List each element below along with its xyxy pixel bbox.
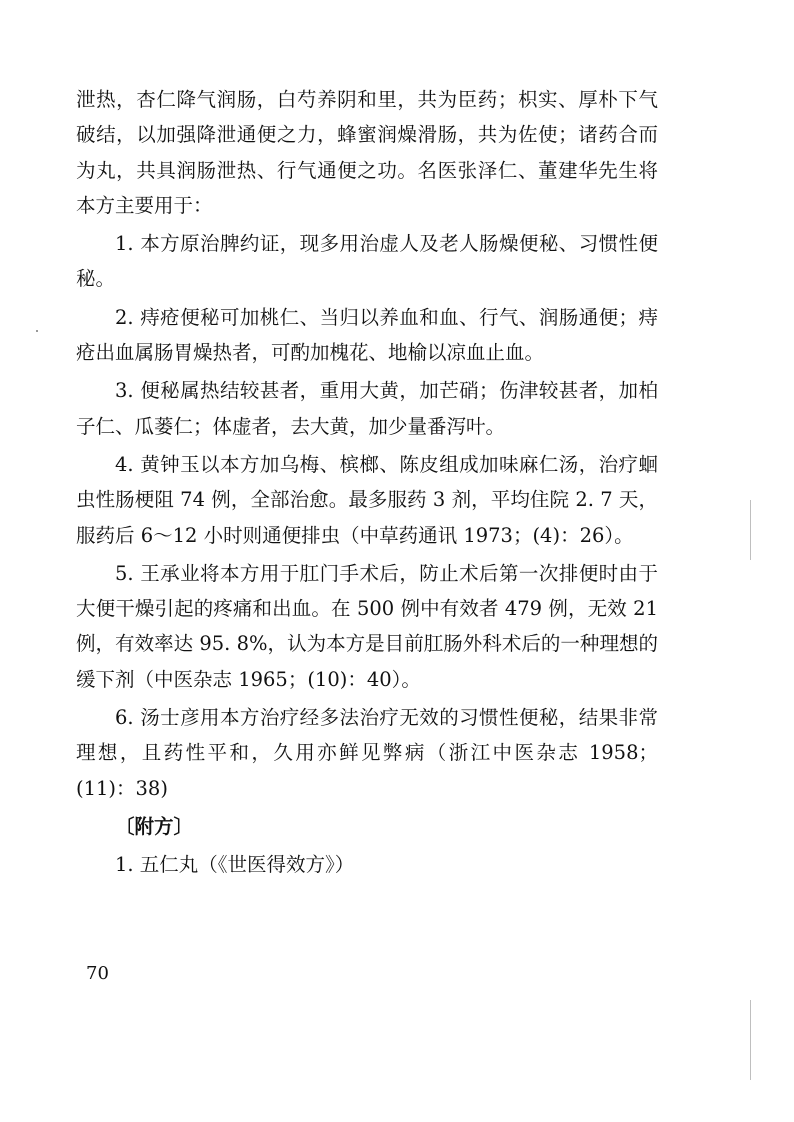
scan-speck bbox=[36, 330, 38, 332]
paragraph-item-6: 6. 汤士彦用本方治疗经多法治疗无效的习惯性便秘，结果非常理想，且药性平和，久用亦鲜见弊病（浙江中医杂志 1958；(11)：38) bbox=[76, 706, 658, 800]
body-text bbox=[76, 82, 658, 886]
paragraph-intro: 泄热，杏仁降气润肠，白芍养阴和里，共为臣药；枳实、厚朴下气破结，以加强降泄通便之力，蜂蜜润燥滑肠，共为佐使；诸药合而为丸，共具润肠泄热、行气通便之功。名医张泽仁、董建华先生将本方主要用于： bbox=[76, 88, 658, 217]
appendix-heading: 〔附方〕 bbox=[115, 814, 194, 838]
paragraph-item-4: 4. 黄钟玉以本方加乌梅、槟榔、陈皮组成加味麻仁汤，治疗蛔虫性肠梗阻 74 例，全部治愈。最多服药 3 剂，平均住院 2. 7 天，服药后 6～12 小时则通便排虫（中草药通讯 1973；(4)：26）。 bbox=[76, 452, 658, 547]
page-number: 70 bbox=[86, 963, 109, 984]
paragraph-item-1: 1. 本方原治脾约证，现多用治虚人及老人肠燥便秘、习惯性便秘。 bbox=[76, 232, 658, 291]
paragraph-item-3: 3. 便秘属热结较甚者，重用大黄，加芒硝；伤津较甚者，加柏子仁、瓜蒌仁；体虚者，去大黄，加少量番泻叶。 bbox=[76, 379, 658, 438]
scan-edge-mark bbox=[750, 1000, 751, 1080]
paragraph-item-2: 2. 痔疮便秘可加桃仁、当归以养血和血、行气、润肠通便；痔疮出血属肠胃燥热者，可酌加槐花、地榆以凉血止血。 bbox=[76, 305, 658, 365]
appendix-item: 1. 五仁丸（《世医得效方》） bbox=[115, 853, 355, 877]
paragraph-item-5: 5. 王承业将本方用于肛门手术后，防止术后第一次排便时由于大便干燥引起的疼痛和出血。在 500 例中有效者 479 例，无效 21 例，有效率达 95. 8%，认为本方是目前肛肠外科术后的一种理想的缓下剂（中医杂志 1965；(10)：40）。 bbox=[76, 561, 658, 691]
scan-edge-mark bbox=[750, 500, 751, 560]
